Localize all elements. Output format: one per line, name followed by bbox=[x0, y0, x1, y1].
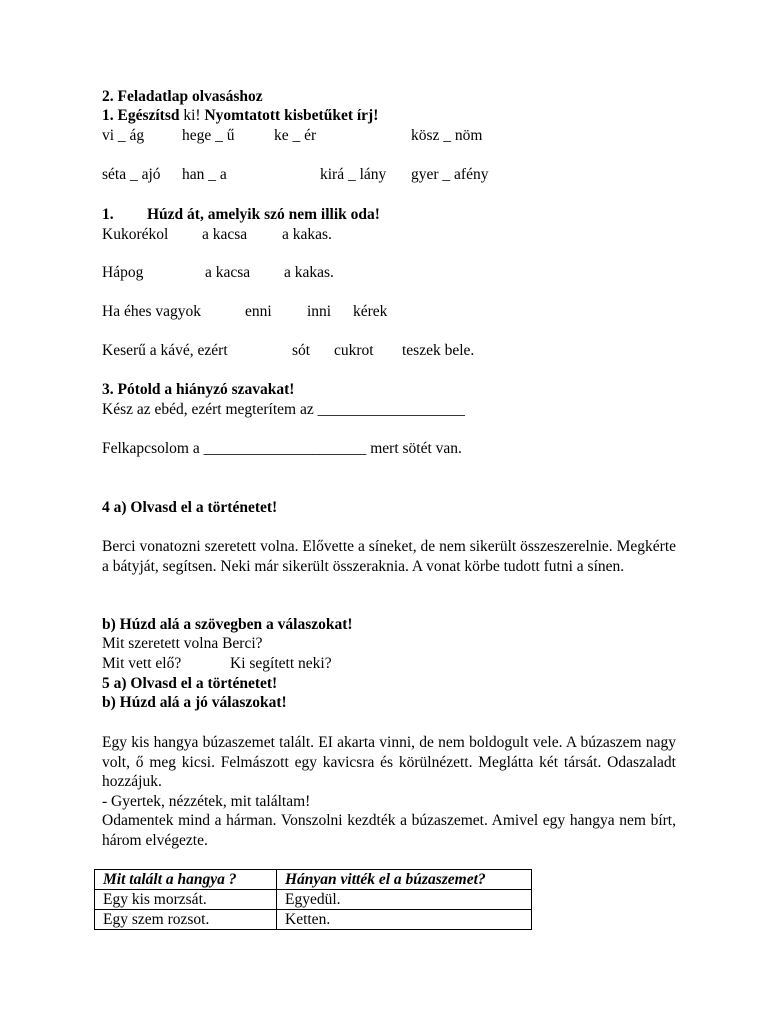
task4-question: Mit szeretett volna Berci? bbox=[102, 635, 263, 652]
table-row bbox=[95, 890, 532, 910]
task5-story-part1: Egy kis hangya búzaszemet talált. EI akarta vinni, de nem boldogult vele. A búzaszem nagy volt, ő meg kicsi. Felmászott egy kavicsra és körülnézett. Meglátta két társát. Odaszaladt hozzájuk. bbox=[102, 734, 676, 790]
task1-word: vi _ ág bbox=[102, 127, 145, 144]
table-cell: Egyedül. bbox=[277, 890, 532, 910]
task1-instruction-bold-b: Nyomtatott kisbetűket írj! bbox=[204, 107, 379, 124]
task5-heading-a: 5 a) Olvasd el a történetet! bbox=[102, 675, 278, 692]
sheet-title: 2. Feladatlap olvasáshoz bbox=[102, 88, 263, 105]
task1-word: han _ a bbox=[182, 166, 227, 183]
task4-heading-b: b) Húzd alá a szövegben a válaszokat! bbox=[102, 616, 353, 633]
table-row bbox=[95, 910, 532, 930]
task2-word: teszek bele. bbox=[402, 342, 475, 359]
task5-dialog: - Gyertek, nézzétek, mit találtam! bbox=[102, 793, 311, 810]
task1-instruction-normal: ki! bbox=[179, 107, 205, 124]
task2-word: inni bbox=[307, 303, 332, 320]
task2-number: 1. bbox=[102, 206, 114, 223]
task2-word: cukrot bbox=[334, 342, 374, 359]
task4-heading-a: 4 a) Olvasd el a történetet! bbox=[102, 499, 278, 516]
task3-line1: Kész az ebéd, ezért megterítem az ___________________ bbox=[102, 401, 465, 418]
task2-instruction: Húzd át, amelyik szó nem illik oda! bbox=[147, 206, 380, 223]
table-cell: Egy szem rozsot. bbox=[95, 910, 277, 930]
task2-word: kérek bbox=[353, 303, 388, 320]
table-cell: Ketten. bbox=[277, 910, 532, 930]
task2-word: a kakas. bbox=[284, 264, 334, 281]
task5-heading-b: b) Húzd alá a jó válaszokat! bbox=[102, 694, 287, 711]
task2-word: a kacsa bbox=[202, 226, 248, 243]
table-cell: Egy kis morzsát. bbox=[95, 890, 277, 910]
task5-story-part2: Odamentek mind a hárman. Vonszolni kezdték a búzaszemet. Amivel egy hangya nem bírt, három elvégezte. bbox=[102, 812, 676, 849]
task2-word: Hápog bbox=[102, 264, 144, 281]
task2-word: sót bbox=[292, 342, 311, 359]
task2-word: Kukorékol bbox=[102, 226, 169, 243]
task1-instruction-bold-a: 1. Egészítsd bbox=[102, 107, 180, 124]
answer-table bbox=[94, 869, 532, 930]
task4-question: Ki segített neki? bbox=[230, 655, 332, 672]
task4-question: Mit vett elő? bbox=[102, 655, 182, 672]
task1-word: ke _ ér bbox=[274, 127, 317, 144]
table-header-cell: Mit talált a hangya ? bbox=[95, 870, 277, 890]
task2-word: a kacsa bbox=[205, 264, 251, 281]
task3-line2: Felkapcsolom a _____________________ mert sötét van. bbox=[102, 440, 462, 457]
task2-word: Ha éhes vagyok bbox=[102, 303, 201, 320]
task1-word: hege _ ű bbox=[182, 127, 235, 144]
table-header-cell: Hányan vitték el a búzaszemet? bbox=[277, 870, 532, 890]
table-header-row bbox=[95, 870, 532, 890]
task1-word: gyer _ afény bbox=[411, 166, 489, 183]
task1-word: kirá _ lány bbox=[320, 166, 387, 183]
task1-word: kösz _ nöm bbox=[411, 127, 483, 144]
task2-word: Keserű a kávé, ezért bbox=[102, 342, 228, 359]
task3-instruction: 3. Pótold a hiányzó szavakat! bbox=[102, 381, 295, 398]
task1-word: séta _ ajó bbox=[102, 166, 161, 183]
task1-instruction bbox=[102, 106, 378, 125]
task2-word: enni bbox=[245, 303, 272, 320]
task2-word: a kakas. bbox=[282, 226, 332, 243]
task4-story: Berci vonatozni szeretett volna. Elővette a síneket, de nem sikerült összeszerelnie. Megkérte a bátyját, segítsen. Neki már sikerült összeraknia. A vonat körbe tudott futni a sínen. bbox=[102, 538, 676, 575]
